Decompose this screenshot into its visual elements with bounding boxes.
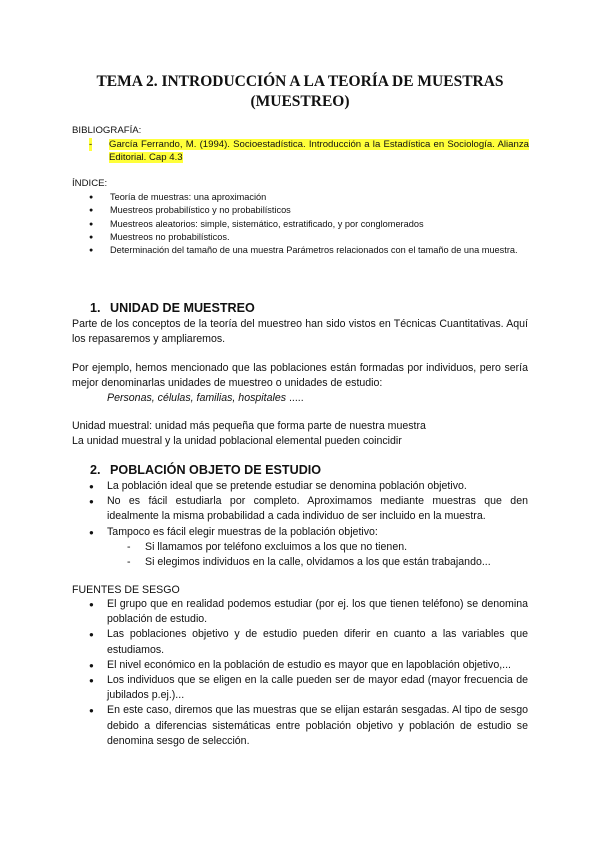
section-1-title: UNIDAD DE MUESTREO (110, 301, 255, 315)
sampling-unit-definition: Unidad muestral: unidad más pequeña que forma parte de nuestra muestra (72, 420, 426, 432)
section-1-paragraph-2: Por ejemplo, hemos mencionado que las poblaciones están formadas por individuos, pero sería mejor denominarlas unidades de muestreo o unidades de estudio: (72, 362, 528, 389)
list-item: ● La población ideal que se pretende estudiar se denomina población objetivo. (72, 479, 528, 494)
index-label: ÍNDICE: (72, 178, 108, 189)
bias-list (72, 597, 528, 749)
list-item-text: Tampoco es fácil elegir muestras de la población objetivo: (107, 525, 378, 538)
section-1-paragraph-1: Parte de los conceptos de la teoría del muestreo han sido vistos en Técnicas Cuantitativas. Aquí los repasaremos y ampliaremos. (72, 318, 528, 345)
list-item: ● El grupo que en realidad podemos estudiar (por ej. los que tienen teléfono) se denomina población de estudio. (72, 597, 528, 627)
section-2-title: POBLACIÓN OBJETO DE ESTUDIO (110, 463, 322, 477)
sub-list-item: - Si elegimos individuos en la calle, olvidamos a los que están trabajando... (107, 555, 528, 570)
section-1-heading (90, 301, 255, 315)
page-title (60, 72, 540, 112)
sampling-unit-note: La unidad muestral y la unidad poblacional elemental pueden coincidir (72, 435, 402, 447)
index-item: ● Teoría de muestras: una aproximación (72, 191, 528, 204)
list-item: ● Los individuos que se eligen en la calle pueden ser de mayor edad (mayor frecuencia de jubilados p.ej.)... (72, 673, 528, 703)
index-item: ● Muestreos probabilístico y no probabilísticos (72, 204, 528, 217)
index-list (72, 191, 528, 257)
bibliography-label: BIBLIOGRAFÍA: (72, 125, 142, 136)
sub-list (107, 540, 528, 570)
bibliography-dash: - (89, 139, 93, 150)
section-2-heading (90, 463, 321, 477)
unit-examples-italic: Personas, células, familias, hospitales (107, 392, 287, 404)
index-item: ● Determinación del tamaño de una muestra Parámetros relacionados con el tamaño de una muestra. (72, 244, 528, 257)
section-2-list (72, 479, 528, 570)
list-item: ● El nivel económico en la población de estudio es mayor que en lapoblación objetivo,... (72, 658, 528, 673)
section-1-number: 1. (90, 301, 101, 315)
title-line-2: (MUESTREO) (250, 93, 350, 110)
list-item: ● En este caso, diremos que las muestras que se elijan estarán sesgadas. Al tipo de sesgo debido a diferencias sistemáticas entre población objetivo y población de estudio se denomina sesgo de selección. (72, 703, 528, 749)
list-item: ● No es fácil estudiarla por completo. Aproximamos mediante muestras que den idealmente la misma probabilidad a cada individuo de ser incluido en la muestra. (72, 494, 528, 524)
list-item: ● Las poblaciones objetivo y de estudio pueden diferir en cuanto a las variables que estudiamos. (72, 627, 528, 657)
sub-list-item: - Si llamamos por teléfono excluimos a los que no tienen. (107, 540, 528, 555)
index-item: ● Muestreos no probabilísticos. (72, 231, 528, 244)
section-2-number: 2. (90, 463, 101, 477)
unit-examples (107, 391, 527, 406)
bibliography-entry (89, 138, 529, 164)
index-item: ● Muestreos aleatorios: simple, sistemático, estratificado, y por conglomerados (72, 218, 528, 231)
bias-sources-label: FUENTES DE SESGO (72, 584, 180, 596)
list-item (72, 525, 528, 571)
title-line-1: TEMA 2. INTRODUCCIÓN A LA TEORÍA DE MUESTRAS (96, 73, 504, 90)
unit-examples-tail: ..... (286, 392, 304, 404)
bibliography-text: García Ferrando, M. (1994). Socioestadística. Introducción a la Estadística en Sociología. Alianza Editorial. Cap 4.3 (109, 139, 529, 163)
